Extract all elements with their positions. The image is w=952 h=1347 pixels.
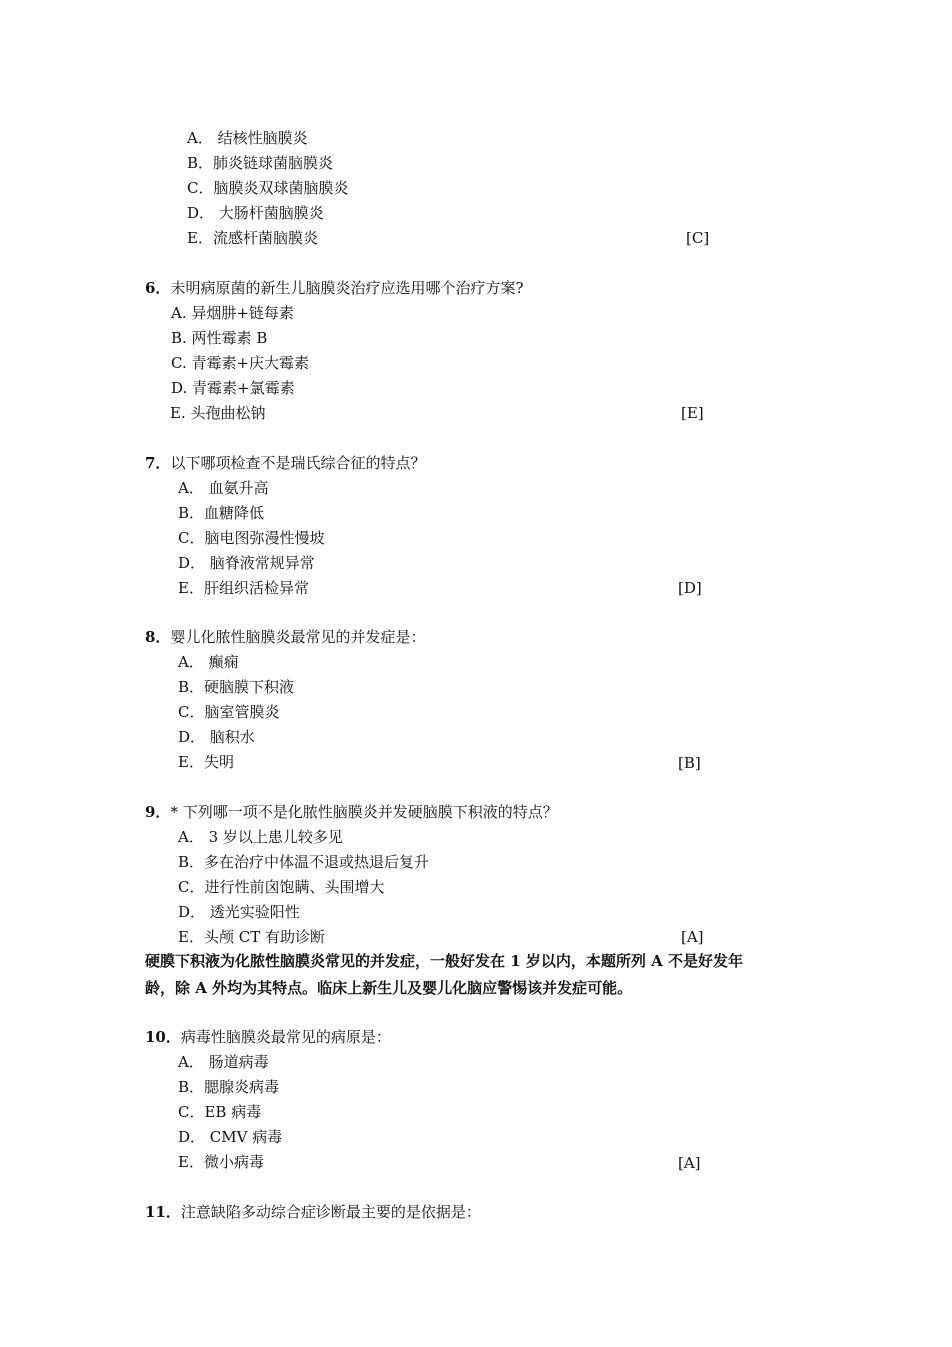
option-c: C. 青霉素+庆大霉素: [171, 354, 310, 372]
question-number: 7．: [145, 454, 171, 472]
explanation-note: [145, 948, 825, 1002]
answer-key: [B]: [678, 754, 701, 772]
option-a: A． 癫痫: [178, 653, 239, 671]
option-b: B．硬脑膜下积液: [178, 678, 295, 696]
question-number: 6．: [145, 279, 171, 297]
answer-key: [E]: [681, 404, 704, 422]
question-text: 以下哪项检查不是瑞氏综合征的特点？: [170, 454, 426, 472]
option-b: B. 两性霉素 B: [171, 329, 268, 347]
answer-key: [A]: [678, 1154, 701, 1172]
option-d: D． 大肠杆菌脑膜炎: [187, 204, 324, 222]
question-text: 注意缺陷多动综合症诊断最主要的是依据是：: [180, 1203, 481, 1221]
option-e: E．微小病毒: [178, 1153, 264, 1171]
option-a: A． 3 岁以上患儿较多见: [178, 828, 343, 846]
question-number: 8．: [145, 628, 171, 646]
option-a: A． 肠道病毒: [178, 1053, 269, 1071]
question-stem: [145, 802, 558, 822]
explanation-line-1: 硬膜下积液为化脓性脑膜炎常见的并发症，一般好发在 1 岁以内，本题所列 A 不是好发年: [145, 952, 743, 970]
option-a: A. 异烟肼+链每素: [171, 304, 294, 322]
question-number: 10．: [145, 1028, 181, 1046]
question-stem: [145, 627, 425, 647]
question-text: * 下列哪一项不是化脓性脑膜炎并发硬脑膜下积液的特点？: [170, 803, 558, 821]
explanation-line-2: 龄，除 A 外均为其特点。临床上新生儿及婴儿化脑应警惕该并发症可能。: [145, 979, 633, 997]
option-c: C．脑电图弥漫性慢坡: [178, 529, 325, 547]
option-e: E．流感杆菌脑膜炎: [187, 229, 318, 247]
question-text: 病毒性脑膜炎最常见的病原是：: [180, 1028, 391, 1046]
option-a: A． 结核性脑膜炎: [187, 129, 308, 147]
answer-key: [A]: [681, 928, 704, 946]
option-a: A． 血氨升高: [178, 479, 269, 497]
question-stem: [145, 453, 425, 473]
question-stem: [145, 278, 523, 298]
option-e: E．头颅 CT 有助诊断: [178, 928, 325, 946]
answer-key: [C]: [686, 229, 710, 247]
question-text: 婴儿化脓性脑膜炎最常见的并发症是：: [170, 628, 426, 646]
question-number: 9．: [145, 803, 171, 821]
question-stem: [145, 1202, 481, 1222]
question-stem: [145, 1027, 391, 1047]
question-number: 11．: [145, 1203, 181, 1221]
option-c: C．EB 病毒: [178, 1103, 262, 1121]
option-b: B．多在治疗中体温不退或热退后复升: [178, 853, 430, 871]
option-e: E．失明: [178, 753, 234, 771]
question-text: 未明病原菌的新生儿脑膜炎治疗应选用哪个治疗方案?: [170, 279, 524, 297]
option-b: B．腮腺炎病毒: [178, 1078, 280, 1096]
option-d: D． 脑脊液常规异常: [178, 554, 315, 572]
option-c: C．脑膜炎双球菌脑膜炎: [187, 179, 349, 197]
option-b: B．肺炎链球菌脑膜炎: [187, 154, 334, 172]
option-e: E．肝组织活检异常: [178, 579, 309, 597]
option-b: B．血糖降低: [178, 504, 265, 522]
option-d: D. 青霉素+氯霉素: [171, 379, 295, 397]
answer-key: [D]: [678, 579, 702, 597]
option-c: C．进行性前囟饱瞒、头围增大: [178, 878, 385, 896]
option-d: D． 透光实验阳性: [178, 903, 300, 921]
option-d: D． 脑积水: [178, 728, 255, 746]
option-c: C．脑室管膜炎: [178, 703, 280, 721]
option-d: D． CMV 病毒: [178, 1128, 283, 1146]
option-e: E. 头孢曲松钠: [170, 404, 266, 422]
